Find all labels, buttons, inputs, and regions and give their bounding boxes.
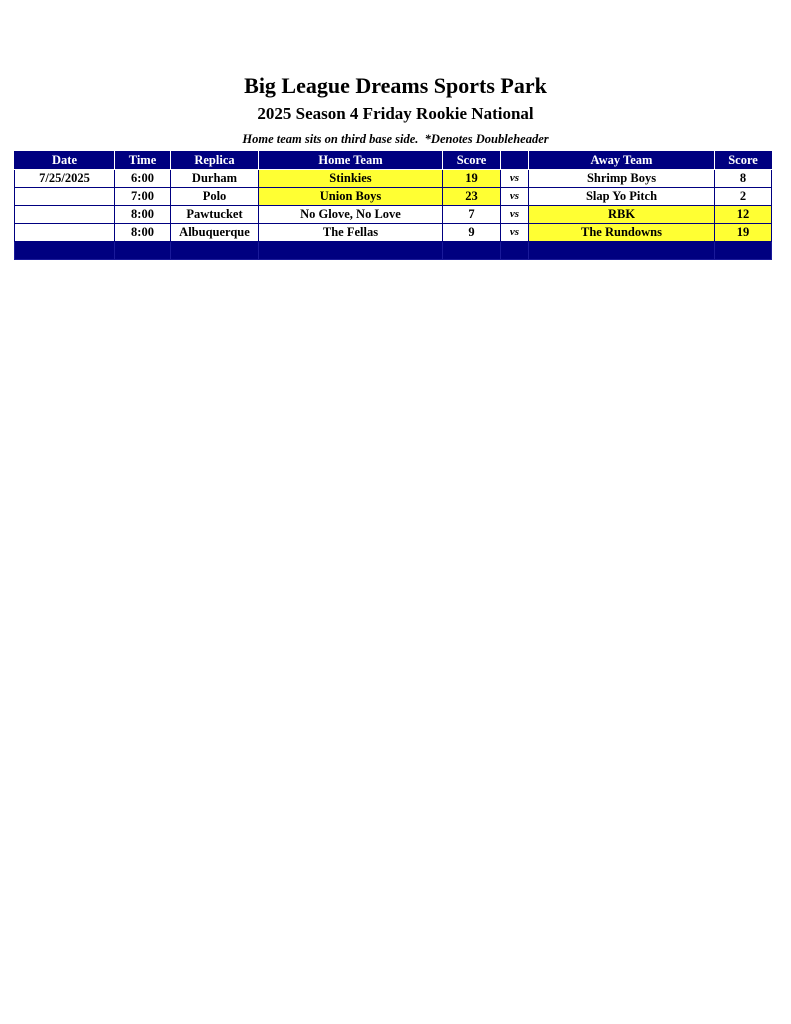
table-row [15, 170, 772, 188]
cell-away-team: The Rundowns [529, 224, 715, 242]
cell-time: 8:00 [115, 206, 171, 224]
cell-vs: vs [501, 224, 529, 242]
schedule-note: Home team sits on third base side. *Denotes Doubleheader [242, 132, 549, 146]
table-row [15, 206, 772, 224]
cell-home-score: 7 [443, 206, 501, 224]
cell-home-team: The Fellas [259, 224, 443, 242]
cell-home-score: 19 [443, 170, 501, 188]
table-footer-row [15, 242, 772, 260]
cell-home-score: 9 [443, 224, 501, 242]
col-header-time: Time [115, 152, 171, 170]
cell-date: 7/25/2025 [15, 170, 115, 188]
cell-home-team: Union Boys [259, 188, 443, 206]
cell-home-team: No Glove, No Love [259, 206, 443, 224]
footer-cell [443, 242, 501, 260]
cell-replica: Polo [171, 188, 259, 206]
footer-cell [259, 242, 443, 260]
col-header-away-team: Away Team [529, 152, 715, 170]
cell-date [15, 206, 115, 224]
schedule-table [14, 151, 772, 260]
cell-away-team: Shrimp Boys [529, 170, 715, 188]
col-header-date: Date [15, 152, 115, 170]
cell-vs: vs [501, 170, 529, 188]
cell-away-score: 8 [715, 170, 772, 188]
cell-replica: Albuquerque [171, 224, 259, 242]
cell-home-score: 23 [443, 188, 501, 206]
cell-time: 7:00 [115, 188, 171, 206]
col-header-replica: Replica [171, 152, 259, 170]
page-title: Big League Dreams Sports Park [244, 73, 547, 98]
table-row [15, 188, 772, 206]
cell-away-score: 2 [715, 188, 772, 206]
cell-replica: Pawtucket [171, 206, 259, 224]
cell-time: 6:00 [115, 170, 171, 188]
cell-away-score: 12 [715, 206, 772, 224]
cell-date [15, 224, 115, 242]
cell-time: 8:00 [115, 224, 171, 242]
col-header-home-score: Score [443, 152, 501, 170]
cell-vs: vs [501, 206, 529, 224]
footer-cell [15, 242, 115, 260]
footer-cell [115, 242, 171, 260]
footer-cell [529, 242, 715, 260]
footer-cell [501, 242, 529, 260]
page-subtitle: 2025 Season 4 Friday Rookie National [257, 104, 534, 123]
footer-cell [171, 242, 259, 260]
cell-home-team: Stinkies [259, 170, 443, 188]
cell-date [15, 188, 115, 206]
col-header-away-score: Score [715, 152, 772, 170]
table-header-row [15, 152, 772, 170]
footer-cell [715, 242, 772, 260]
cell-away-score: 19 [715, 224, 772, 242]
col-header-home-team: Home Team [259, 152, 443, 170]
cell-vs: vs [501, 188, 529, 206]
col-header-vs [501, 152, 529, 170]
cell-replica: Durham [171, 170, 259, 188]
cell-away-team: Slap Yo Pitch [529, 188, 715, 206]
table-row [15, 224, 772, 242]
cell-away-team: RBK [529, 206, 715, 224]
